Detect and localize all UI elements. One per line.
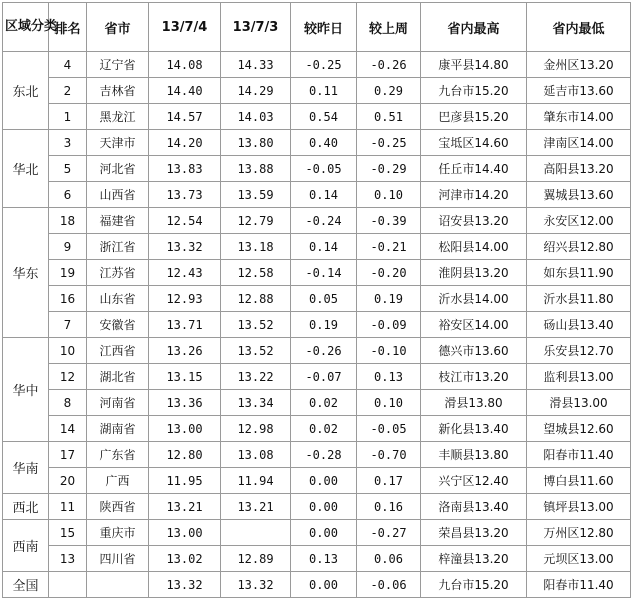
- date-1-value: 13.15: [149, 364, 221, 390]
- table-row: [3, 546, 631, 572]
- max-value: 宝坻区14.60: [421, 130, 527, 156]
- vs-last-week-value: 0.17: [357, 468, 421, 494]
- province-cell: 浙江省: [87, 234, 149, 260]
- date-2-value: 13.18: [221, 234, 291, 260]
- province-cell: 福建省: [87, 208, 149, 234]
- date-1-value: 14.57: [149, 104, 221, 130]
- table-row: [3, 52, 631, 78]
- min-value: 滑县13.00: [527, 390, 631, 416]
- vs-yesterday-value: -0.24: [291, 208, 357, 234]
- min-value: 阳春市11.40: [527, 572, 631, 598]
- vs-last-week-value: -0.05: [357, 416, 421, 442]
- rank-cell: 15: [49, 520, 87, 546]
- rank-cell: 9: [49, 234, 87, 260]
- vs-last-week-value: -0.25: [357, 130, 421, 156]
- table-row: [3, 208, 631, 234]
- date-1-value: 13.26: [149, 338, 221, 364]
- rank-cell: 20: [49, 468, 87, 494]
- table-row: [3, 156, 631, 182]
- vs-yesterday-value: 0.00: [291, 494, 357, 520]
- province-cell: 陕西省: [87, 494, 149, 520]
- region-cell: 华北: [3, 130, 49, 208]
- date-2-value: 13.22: [221, 364, 291, 390]
- region-cell: 全国: [3, 572, 49, 598]
- vs-last-week-value: -0.21: [357, 234, 421, 260]
- province-cell: 黑龙江: [87, 104, 149, 130]
- max-value: 新化县13.40: [421, 416, 527, 442]
- vs-last-week-value: 0.16: [357, 494, 421, 520]
- province-cell: 山西省: [87, 182, 149, 208]
- vs-yesterday-value: 0.13: [291, 546, 357, 572]
- min-value: 津南区14.00: [527, 130, 631, 156]
- date-2-value: 13.52: [221, 312, 291, 338]
- max-value: 德兴市13.60: [421, 338, 527, 364]
- rank-cell: 12: [49, 364, 87, 390]
- date-2-value: 11.94: [221, 468, 291, 494]
- table-row: [3, 416, 631, 442]
- header-date-2: 13/7/3: [221, 3, 291, 52]
- table-body: [3, 52, 631, 598]
- min-value: 镇坪县13.00: [527, 494, 631, 520]
- table-row: [3, 312, 631, 338]
- min-value: 阳春市11.40: [527, 442, 631, 468]
- rank-cell: 6: [49, 182, 87, 208]
- date-2-value: 12.58: [221, 260, 291, 286]
- province-cell: 广西: [87, 468, 149, 494]
- date-1-value: 13.36: [149, 390, 221, 416]
- table-row: [3, 338, 631, 364]
- date-2-value: 13.32: [221, 572, 291, 598]
- table-row: [3, 494, 631, 520]
- rank-cell: 16: [49, 286, 87, 312]
- rank-cell: 11: [49, 494, 87, 520]
- province-cell: 吉林省: [87, 78, 149, 104]
- table-row: [3, 260, 631, 286]
- max-value: 任丘市14.40: [421, 156, 527, 182]
- date-1-value: 13.00: [149, 520, 221, 546]
- table-row: [3, 520, 631, 546]
- header-max: 省内最高: [421, 3, 527, 52]
- province-cell: 江苏省: [87, 260, 149, 286]
- region-cell: 华中: [3, 338, 49, 442]
- vs-yesterday-value: 0.14: [291, 234, 357, 260]
- date-2-value: 13.52: [221, 338, 291, 364]
- date-2-value: 12.88: [221, 286, 291, 312]
- min-value: 监利县13.00: [527, 364, 631, 390]
- province-cell: 天津市: [87, 130, 149, 156]
- province-cell: 安徽省: [87, 312, 149, 338]
- vs-last-week-value: 0.06: [357, 546, 421, 572]
- vs-yesterday-value: 0.40: [291, 130, 357, 156]
- vs-last-week-value: -0.70: [357, 442, 421, 468]
- region-cell: 华东: [3, 208, 49, 338]
- vs-yesterday-value: 0.00: [291, 520, 357, 546]
- vs-last-week-value: 0.13: [357, 364, 421, 390]
- table-header: [3, 3, 631, 52]
- province-cell: 河北省: [87, 156, 149, 182]
- min-value: 万州区12.80: [527, 520, 631, 546]
- table-row: [3, 286, 631, 312]
- vs-yesterday-value: 0.00: [291, 468, 357, 494]
- vs-last-week-value: 0.10: [357, 182, 421, 208]
- date-1-value: 12.80: [149, 442, 221, 468]
- vs-last-week-value: -0.09: [357, 312, 421, 338]
- date-1-value: 13.83: [149, 156, 221, 182]
- max-value: 松阳县14.00: [421, 234, 527, 260]
- vs-last-week-value: -0.20: [357, 260, 421, 286]
- vs-yesterday-value: -0.14: [291, 260, 357, 286]
- rank-cell: 10: [49, 338, 87, 364]
- max-value: 康平县14.80: [421, 52, 527, 78]
- province-cell: 广东省: [87, 442, 149, 468]
- header-date-1: 13/7/4: [149, 3, 221, 52]
- min-value: 永安区12.00: [527, 208, 631, 234]
- vs-last-week-value: -0.29: [357, 156, 421, 182]
- date-2-value: 14.03: [221, 104, 291, 130]
- table-row: [3, 234, 631, 260]
- header-province: 省市: [87, 3, 149, 52]
- date-1-value: 12.43: [149, 260, 221, 286]
- rank-cell: 4: [49, 52, 87, 78]
- region-cell: 西南: [3, 520, 49, 572]
- price-table: [2, 2, 631, 598]
- min-value: 肇东市14.00: [527, 104, 631, 130]
- province-cell: 四川省: [87, 546, 149, 572]
- vs-last-week-value: -0.39: [357, 208, 421, 234]
- vs-last-week-value: -0.10: [357, 338, 421, 364]
- rank-cell: 2: [49, 78, 87, 104]
- date-1-value: 13.73: [149, 182, 221, 208]
- province-cell: 湖北省: [87, 364, 149, 390]
- rank-cell: 14: [49, 416, 87, 442]
- date-2-value: [221, 520, 291, 546]
- vs-last-week-value: -0.27: [357, 520, 421, 546]
- max-value: 滑县13.80: [421, 390, 527, 416]
- max-value: 九台市15.20: [421, 572, 527, 598]
- province-cell: 重庆市: [87, 520, 149, 546]
- max-value: 淮阴县13.20: [421, 260, 527, 286]
- table-row: [3, 390, 631, 416]
- vs-yesterday-value: -0.07: [291, 364, 357, 390]
- date-1-value: 13.21: [149, 494, 221, 520]
- vs-yesterday-value: 0.02: [291, 390, 357, 416]
- vs-yesterday-value: 0.05: [291, 286, 357, 312]
- max-value: 裕安区14.00: [421, 312, 527, 338]
- table-row: [3, 442, 631, 468]
- min-value: 砀山县13.40: [527, 312, 631, 338]
- max-value: 丰顺县13.80: [421, 442, 527, 468]
- vs-yesterday-value: -0.28: [291, 442, 357, 468]
- min-value: 博白县11.60: [527, 468, 631, 494]
- vs-last-week-value: 0.51: [357, 104, 421, 130]
- date-1-value: 11.95: [149, 468, 221, 494]
- table-row: [3, 130, 631, 156]
- min-value: 翼城县13.60: [527, 182, 631, 208]
- max-value: 沂水县14.00: [421, 286, 527, 312]
- vs-last-week-value: -0.26: [357, 52, 421, 78]
- date-2-value: 13.88: [221, 156, 291, 182]
- date-1-value: 14.08: [149, 52, 221, 78]
- date-2-value: 12.79: [221, 208, 291, 234]
- date-1-value: 14.20: [149, 130, 221, 156]
- date-1-value: 13.32: [149, 234, 221, 260]
- province-cell: 江西省: [87, 338, 149, 364]
- rank-cell: [49, 572, 87, 598]
- min-value: 乐安县12.70: [527, 338, 631, 364]
- max-value: 诏安县13.20: [421, 208, 527, 234]
- date-2-value: 14.33: [221, 52, 291, 78]
- date-2-value: 13.80: [221, 130, 291, 156]
- rank-cell: 3: [49, 130, 87, 156]
- rank-cell: 7: [49, 312, 87, 338]
- max-value: 巴彦县15.20: [421, 104, 527, 130]
- table-row: [3, 572, 631, 598]
- region-cell: 华南: [3, 442, 49, 494]
- min-value: 金州区13.20: [527, 52, 631, 78]
- table-row: [3, 364, 631, 390]
- vs-yesterday-value: -0.25: [291, 52, 357, 78]
- vs-last-week-value: -0.06: [357, 572, 421, 598]
- rank-cell: 18: [49, 208, 87, 234]
- vs-yesterday-value: -0.26: [291, 338, 357, 364]
- min-value: 高阳县13.20: [527, 156, 631, 182]
- province-cell: 湖南省: [87, 416, 149, 442]
- date-1-value: 13.71: [149, 312, 221, 338]
- vs-yesterday-value: 0.02: [291, 416, 357, 442]
- max-value: 洛南县13.40: [421, 494, 527, 520]
- region-cell: 西北: [3, 494, 49, 520]
- min-value: 元坝区13.00: [527, 546, 631, 572]
- vs-last-week-value: 0.19: [357, 286, 421, 312]
- min-value: 延吉市13.60: [527, 78, 631, 104]
- province-cell: 辽宁省: [87, 52, 149, 78]
- date-2-value: 13.08: [221, 442, 291, 468]
- max-value: 荣昌县13.20: [421, 520, 527, 546]
- rank-cell: 5: [49, 156, 87, 182]
- rank-cell: 13: [49, 546, 87, 572]
- header-rank: 排名: [49, 3, 87, 52]
- header-vs-last-week: 较上周: [357, 3, 421, 52]
- table-row: [3, 78, 631, 104]
- header-row: [3, 3, 631, 52]
- min-value: 沂水县11.80: [527, 286, 631, 312]
- max-value: 兴宁区12.40: [421, 468, 527, 494]
- table-row: [3, 468, 631, 494]
- date-1-value: 12.54: [149, 208, 221, 234]
- vs-yesterday-value: -0.05: [291, 156, 357, 182]
- header-vs-yesterday: 较昨日: [291, 3, 357, 52]
- date-2-value: 13.34: [221, 390, 291, 416]
- rank-cell: 1: [49, 104, 87, 130]
- vs-last-week-value: 0.29: [357, 78, 421, 104]
- vs-yesterday-value: 0.54: [291, 104, 357, 130]
- header-min: 省内最低: [527, 3, 631, 52]
- table-row: [3, 104, 631, 130]
- date-2-value: 12.89: [221, 546, 291, 572]
- vs-last-week-value: 0.10: [357, 390, 421, 416]
- date-2-value: 14.29: [221, 78, 291, 104]
- vs-yesterday-value: 0.00: [291, 572, 357, 598]
- max-value: 九台市15.20: [421, 78, 527, 104]
- region-cell: 东北: [3, 52, 49, 130]
- min-value: 绍兴县12.80: [527, 234, 631, 260]
- max-value: 梓潼县13.20: [421, 546, 527, 572]
- date-2-value: 12.98: [221, 416, 291, 442]
- rank-cell: 17: [49, 442, 87, 468]
- date-1-value: 12.93: [149, 286, 221, 312]
- vs-yesterday-value: 0.11: [291, 78, 357, 104]
- vs-yesterday-value: 0.14: [291, 182, 357, 208]
- date-2-value: 13.59: [221, 182, 291, 208]
- date-1-value: 13.02: [149, 546, 221, 572]
- province-cell: [87, 572, 149, 598]
- table-row: [3, 182, 631, 208]
- rank-cell: 19: [49, 260, 87, 286]
- province-cell: 河南省: [87, 390, 149, 416]
- date-1-value: 13.00: [149, 416, 221, 442]
- max-value: 枝江市13.20: [421, 364, 527, 390]
- header-region: 区域分类: [3, 3, 49, 52]
- date-1-value: 14.40: [149, 78, 221, 104]
- max-value: 河津市14.20: [421, 182, 527, 208]
- date-2-value: 13.21: [221, 494, 291, 520]
- vs-yesterday-value: 0.19: [291, 312, 357, 338]
- min-value: 如东县11.90: [527, 260, 631, 286]
- min-value: 望城县12.60: [527, 416, 631, 442]
- date-1-value: 13.32: [149, 572, 221, 598]
- province-cell: 山东省: [87, 286, 149, 312]
- rank-cell: 8: [49, 390, 87, 416]
